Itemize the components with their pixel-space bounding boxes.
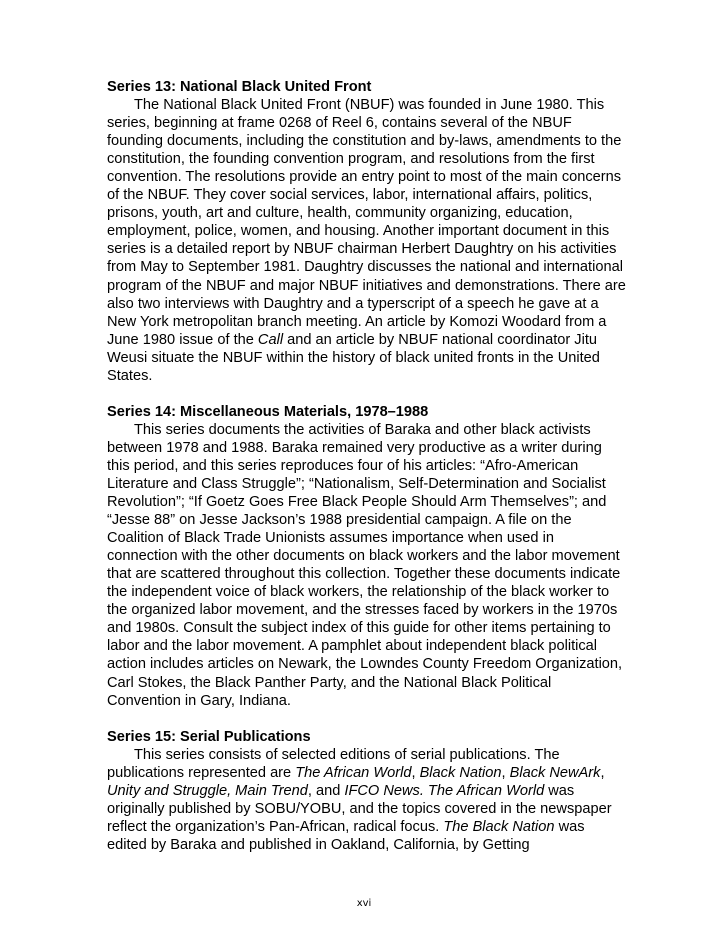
text-segment: , [411,764,420,781]
text-segment: This series consists of selected editions of serial publications. The publications represented are [107,746,560,781]
text-segment-italic: Black Nation [419,764,502,781]
text-segment: and an article by NBUF national coordinator Jitu Weusi situate the NBUF within the history of black united fronts in the United States. [107,331,600,384]
series-heading: Series 15: Serial Publications [107,728,311,745]
series-body [107,96,627,385]
text-segment: , and [307,782,345,799]
text-segment-italic: Black NewArk [509,764,601,781]
text-segment: The National Black United Front (NBUF) was founded in June 1980. This series, beginning at frame 0268 of Reel 6, contains several of the NBUF founding documents, including the constitution and by-laws, amendments to the constitution, the founding convention program, and resolutions from the first convention. The resolutions provide an entry point to most of the main concerns of the NBUF. They cover social services, labor, international affairs, politics, prisons, youth, art and culture, health, community organizing, education, employment, police, women, and housing. Another important document in this series is a detailed report by NBUF chairman Herbert Daughtry on his activities from May to September 1981. Daughtry discusses the national and international program of the NBUF and major NBUF initiatives and demonstrations. There are also two interviews with Daughtry and a typerscript of a speech he gave at a New York metropolitan branch meeting. An article by Komozi Woodard from a June 1980 issue of the [107,97,626,348]
series-heading: Series 13: National Black United Front [107,79,372,95]
text-segment: , [501,764,510,781]
series-14-section [107,403,627,710]
text-segment: , [600,764,605,781]
series-13-section [107,78,627,385]
text-segment-italic: IFCO News. The African World [344,782,545,799]
text-segment-italic: Unity and Struggle, Main Trend [107,782,308,799]
text-segment: This series documents the activities of Baraka and other black activists between 1978 and 1988. Baraka remained very productive as a writer during this period, and this series reproduces four of his articles: “Afro-American Literature and Class Struggle”; “Nationalism, Self-Determination and Socialist Revolution”; “If Goetz Goes Free Black People Should Arm Themselves”; and “Jesse 88” on Jesse Jackson’s 1988 presidential campaign. A file on the Coalition of Black Trade Unionists assumes importance when used in connection with the other documents on black workers and the labor movement that are scattered throughout this collection. Together these documents indicate the independent voice of black workers, the relationship of the black worker to the organized labor movement, and the stresses faced by workers in the 1970s and 1980s. Consult the subject index of this guide for other items pertaining to labor and the labor movement. A pamphlet about independent black political action includes articles on Newark, the Lowndes County Freedom Organization, Carl Stokes, the Black Panther Party, and the National Black Political Convention in Gary, Indiana. [107,421,623,709]
series-body [107,746,627,854]
series-15-section [107,728,627,854]
text-segment: was originally published by SOBU/YOBU, and the topics covered in the newspaper reflect the organization’s Pan-African, radical focus. [107,782,612,835]
page-content [107,78,627,872]
page-number: xvi [356,898,372,909]
text-segment-italic: The Black Nation [443,818,555,835]
text-segment-italic: The African World [295,764,412,781]
text-segment-italic: Call [257,331,284,348]
series-heading: Series 14: Miscellaneous Materials, 1978–1988 [107,403,429,420]
text-segment: was edited by Baraka and published in Oakland, California, by Getting [107,818,585,853]
series-body [107,421,627,710]
